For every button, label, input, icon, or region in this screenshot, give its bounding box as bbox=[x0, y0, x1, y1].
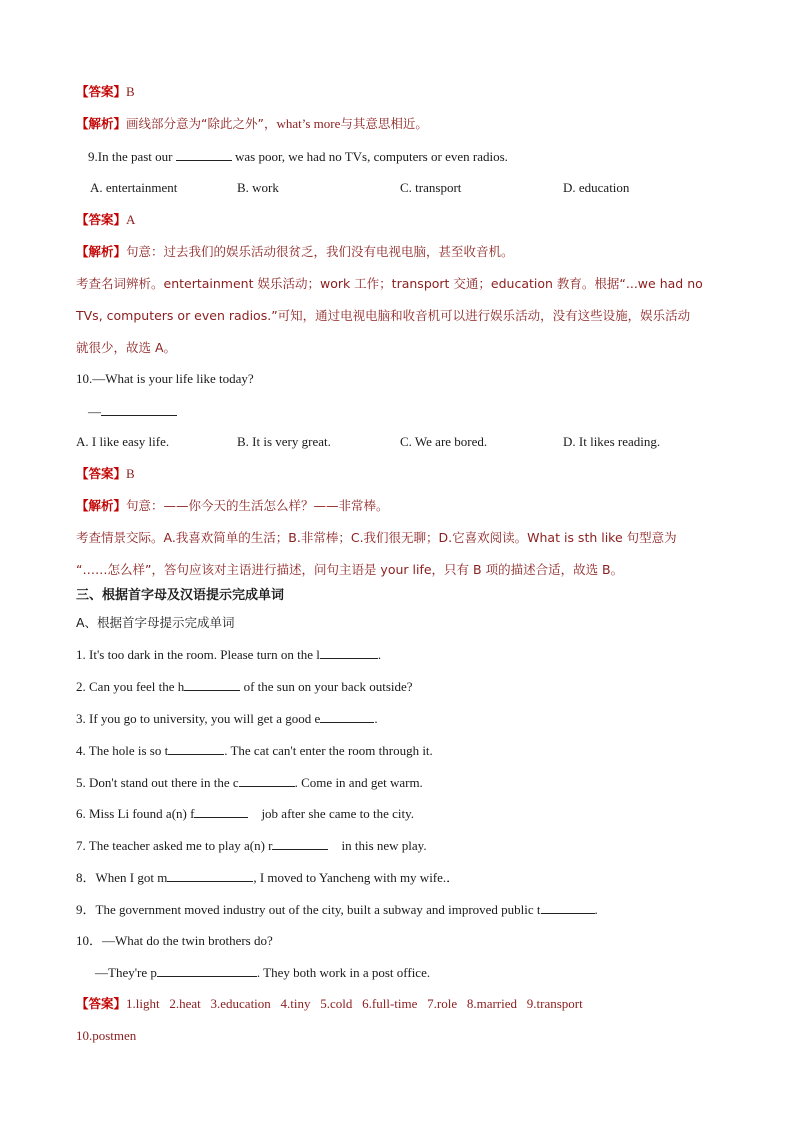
explanation-tag: 【解析】 bbox=[76, 244, 127, 259]
q10-option-c: C. We are bored. bbox=[400, 434, 488, 449]
q8-explanation-line bbox=[76, 116, 428, 132]
q9-expl-l3: TVs, computers or even radios.”可知，通过电视电脑和收音机可以进行娱乐活动，没有这些设施，娱乐活动 bbox=[76, 308, 691, 323]
fill-3-blank bbox=[320, 710, 374, 723]
q9-expl-l2: 考查名词辨析。entertainment 娱乐活动；work 工作；transport 交通；education 教育。根据“...we had no bbox=[76, 276, 703, 291]
explanation-tag: 【解析】 bbox=[76, 498, 127, 513]
fill-6-text: 6. Miss Li found a(n) f bbox=[76, 806, 195, 821]
fill-7-end: in this new play. bbox=[328, 838, 427, 853]
fill-10-response-text: —They're p bbox=[95, 965, 157, 980]
fill-2-end: of the sun on your back outside? bbox=[240, 679, 413, 694]
fill-5-text: 5. Don't stand out there in the c bbox=[76, 775, 239, 790]
q10-expl-l1: 句意：——你今天的生活怎么样？——非常棒。 bbox=[126, 498, 389, 513]
q8-expl-phrase: what’s more bbox=[276, 116, 341, 131]
fill-answers-cont: 10.postmen bbox=[76, 1028, 137, 1043]
fill-item-6 bbox=[76, 805, 414, 822]
fill-item-1 bbox=[76, 646, 381, 663]
q10-blank bbox=[101, 403, 177, 416]
q8-expl-text-end: 与其意思相近。 bbox=[340, 116, 428, 131]
q9-option-d: D. education bbox=[563, 180, 630, 195]
q10-answer: B bbox=[126, 466, 135, 481]
explanation-tag: 【解析】 bbox=[76, 116, 127, 131]
fill-3-text: 3. If you go to university, you will get a good e bbox=[76, 711, 321, 726]
q9-option-b: B. work bbox=[237, 180, 279, 195]
fill-7-text: 7. The teacher asked me to play a(n) r bbox=[76, 838, 273, 853]
q8-answer-line bbox=[76, 84, 135, 100]
q10-explanation-line bbox=[76, 498, 389, 514]
q9-answer: A bbox=[126, 212, 136, 227]
fill-item-3 bbox=[76, 710, 378, 727]
fill-item-2 bbox=[76, 678, 413, 695]
fill-4-text: 4. The hole is so t bbox=[76, 743, 169, 758]
fill-4-end: . The cat can't enter the room through it. bbox=[224, 743, 433, 758]
q9-option-a: A. entertainment bbox=[90, 180, 178, 195]
answer-tag: 【答案】 bbox=[76, 466, 127, 481]
fill-answers: 1.light 2.heat 3.education 4.tiny 5.cold 6.full-time 7.role 8.married 9.transport bbox=[126, 996, 583, 1011]
q10-option-b: B. It is very great. bbox=[237, 434, 331, 449]
fill-7-blank bbox=[272, 837, 328, 850]
fill-8-end: , I moved to Yancheng with my wife.． bbox=[253, 870, 460, 885]
q10-option-d: D. It likes reading. bbox=[563, 434, 661, 449]
subsection-title: A、根据首字母提示完成单词 bbox=[76, 615, 235, 630]
q10-response-line bbox=[88, 403, 177, 420]
fill-item-10 bbox=[76, 933, 273, 949]
q9-stem bbox=[88, 148, 508, 165]
fill-9-end: . bbox=[594, 902, 598, 917]
q8-answer: B bbox=[126, 84, 135, 99]
fill-4-blank bbox=[168, 742, 224, 755]
q10-expl-l2: 考查情景交际。A.我喜欢简单的生活；B.非常棒；C.我们很无聊；D.它喜欢阅读。What is sth like 句型意为 bbox=[76, 530, 677, 545]
fill-3-end: . bbox=[374, 711, 378, 726]
q9-blank bbox=[176, 148, 232, 161]
fill-9-text: 9．The government moved industry out of the city, built a subway and improved public t bbox=[76, 902, 541, 917]
fill-item-5 bbox=[76, 774, 423, 791]
fill-item-4 bbox=[76, 742, 433, 759]
answer-tag: 【答案】 bbox=[76, 212, 127, 227]
q9-expl-l4: 就很少，故选 A。 bbox=[76, 340, 177, 355]
q9-answer-line bbox=[76, 212, 135, 228]
fill-answer-line bbox=[76, 996, 583, 1012]
answer-tag: 【答案】 bbox=[76, 996, 127, 1011]
fill-item-7 bbox=[76, 837, 427, 854]
fill-6-blank bbox=[194, 805, 248, 818]
fill-8-blank bbox=[167, 869, 253, 882]
section-title: 三、根据首字母及汉语提示完成单词 bbox=[76, 588, 285, 603]
fill-10-text: 10．—What do the twin brothers do? bbox=[76, 933, 273, 948]
q9-expl-l1: 句意：过去我们的娱乐活动很贫乏，我们没有电视电脑，甚至收音机。 bbox=[126, 244, 514, 259]
q10-stem: 10.—What is your life like today? bbox=[76, 371, 254, 386]
q8-expl-text: 画线部分意为“除此之外”， bbox=[126, 116, 277, 131]
q9-explanation-line bbox=[76, 244, 514, 260]
fill-2-blank bbox=[184, 678, 240, 691]
q10-dash: — bbox=[88, 404, 101, 419]
fill-10-response-end: . They both work in a post office. bbox=[256, 965, 431, 980]
q10-answer-line bbox=[76, 466, 135, 482]
fill-item-10-response bbox=[95, 964, 430, 981]
q10-expl-l3: “……怎么样”，答句应该对主语进行描述，问句主语是 your life，只有 B 项的描述合适，故选 B。 bbox=[76, 562, 624, 577]
answer-tag: 【答案】 bbox=[76, 84, 127, 99]
q9-stem-part2: was poor, we had no TVs, computers or even radios. bbox=[231, 149, 508, 164]
fill-2-text: 2. Can you feel the h bbox=[76, 679, 185, 694]
fill-5-blank bbox=[239, 774, 295, 787]
q9-option-c: C. transport bbox=[400, 180, 462, 195]
fill-item-8 bbox=[76, 869, 459, 886]
fill-5-end: . Come in and get warm. bbox=[294, 775, 423, 790]
fill-1-blank bbox=[320, 646, 378, 659]
fill-item-9 bbox=[76, 901, 598, 918]
fill-1-end: . bbox=[377, 647, 382, 662]
fill-9-blank bbox=[541, 901, 595, 914]
fill-1-text: 1. It's too dark in the room. Please turn on the l bbox=[76, 647, 320, 662]
fill-10-blank bbox=[157, 964, 257, 977]
fill-6-end: job after she came to the city. bbox=[248, 806, 415, 821]
q10-option-a: A. I like easy life. bbox=[76, 434, 170, 449]
fill-8-text: 8．When I got m bbox=[76, 870, 168, 885]
q9-stem-part1: 9.In the past our bbox=[88, 149, 176, 164]
